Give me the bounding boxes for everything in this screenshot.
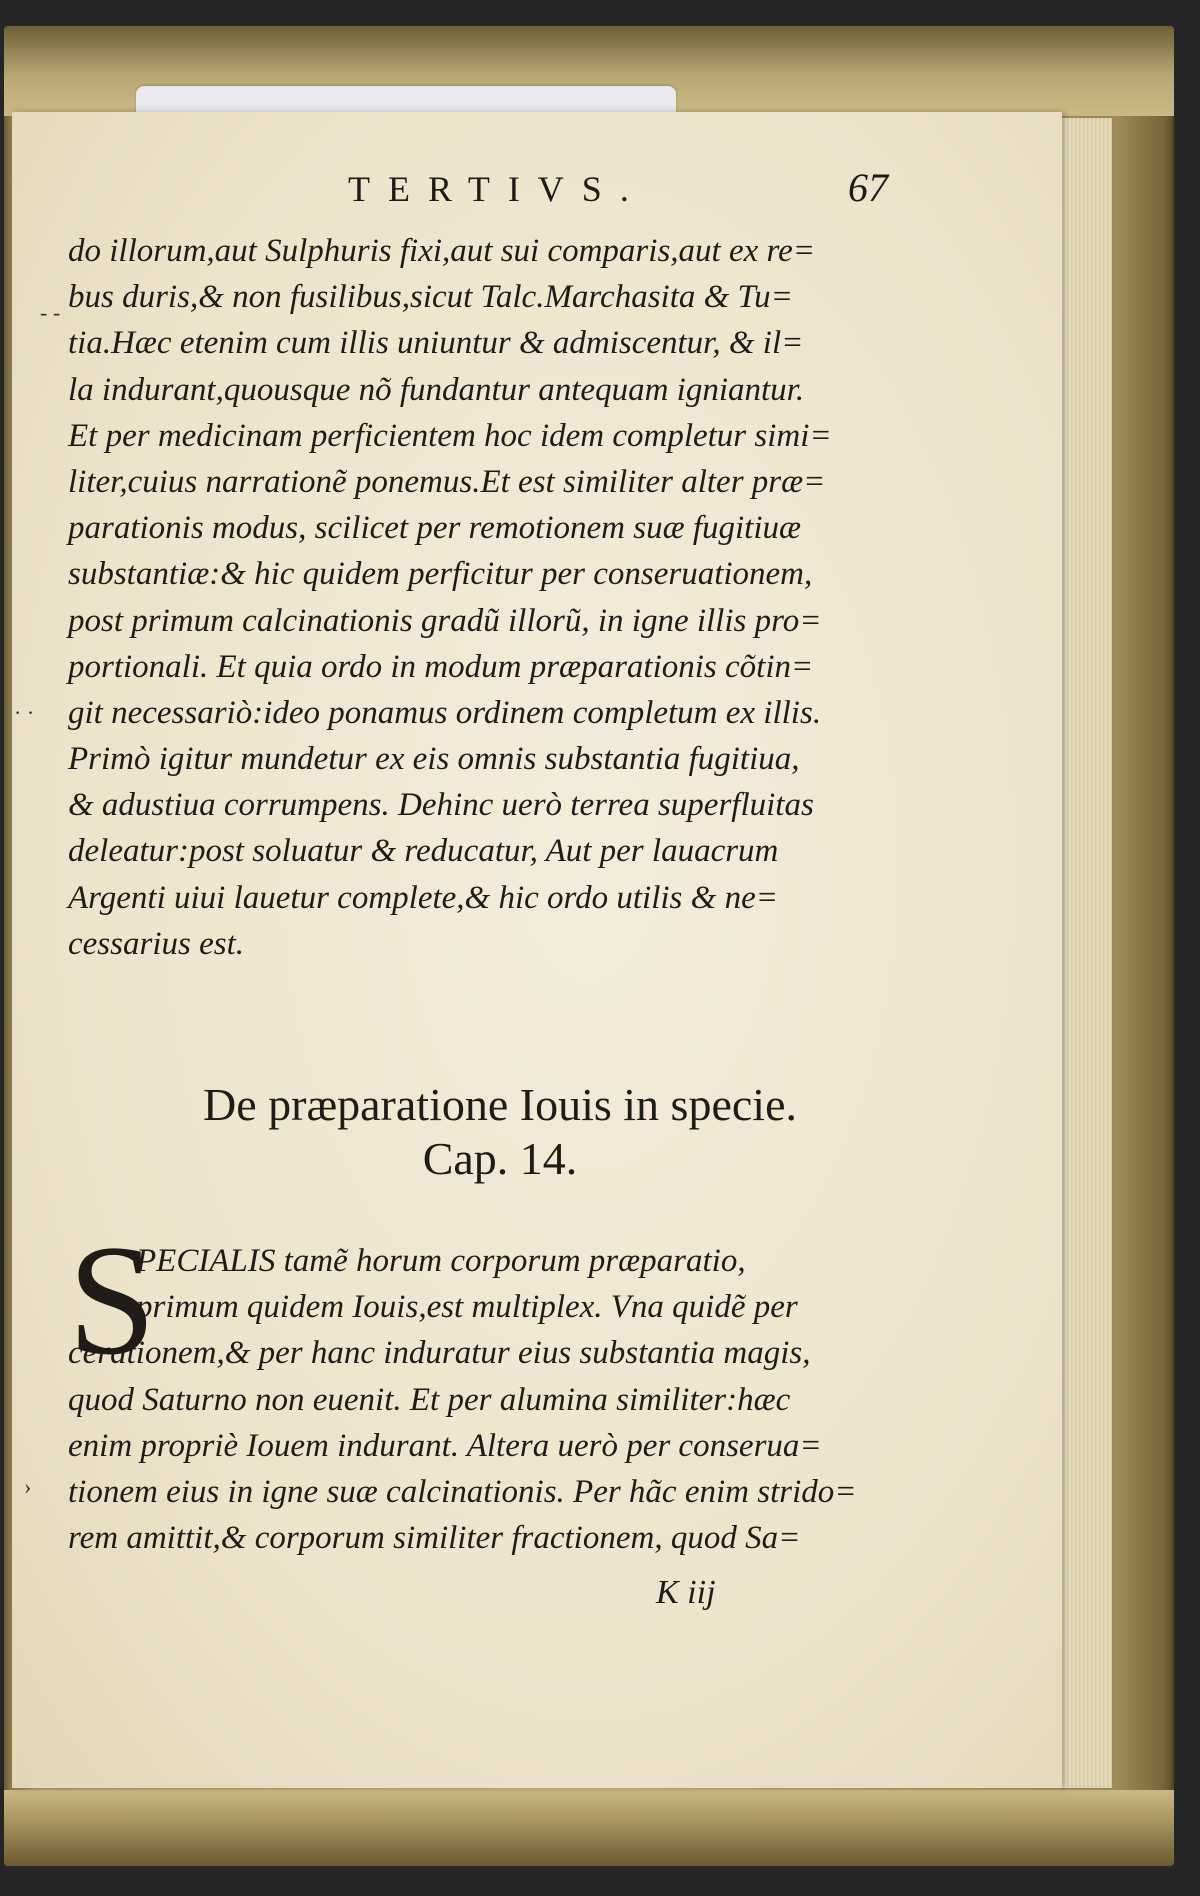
drop-cap: S <box>68 1213 156 1388</box>
margin-mark: · · <box>14 700 35 725</box>
text-line: primum quidem Iouis,est multiplex. Vna quidẽ per <box>136 1289 798 1326</box>
running-head: TERTIVS. <box>348 169 647 209</box>
text-line: Argenti uiui lauetur complete,& hic ordo utilis & ne= <box>68 879 778 916</box>
body-text-top <box>68 228 930 967</box>
text-line: Et per medicinam perficientem hoc idem completur simi= <box>68 417 832 454</box>
text-line: git necessariò:ideo ponamus ordinem completum ex illis. <box>68 694 822 731</box>
text-line: quod Saturno non euenit. Et per alumina similiter:hæc <box>68 1381 791 1418</box>
text-line: tionem eius in igne suæ calcinationis. Per hãc enim strido= <box>68 1473 857 1510</box>
margin-mark: - - <box>40 300 61 325</box>
text-line: Primò igitur mundetur ex eis omnis substantia fugitiua, <box>68 741 800 778</box>
text-line: enim propriè Iouem indurant. Altera uerò per conserua= <box>68 1427 822 1464</box>
signature-mark: K iij <box>656 1574 716 1611</box>
text-line: cerationem,& per hanc induratur eius substantia magis, <box>68 1335 811 1372</box>
text-line: rem amittit,& corporum similiter fractionem, quod Sa= <box>68 1520 801 1557</box>
text-line: la indurant,quousque nõ fundantur antequam igniantur. <box>68 371 805 408</box>
text-line: parationis modus, scilicet per remotionem suæ fugitiuæ <box>68 510 802 547</box>
chapter-number: Cap. 14. <box>422 1133 578 1184</box>
text-line: tia.Hæc etenim cum illis uniuntur & admiscentur, & il= <box>68 325 804 362</box>
text-line: portionali. Et quia ordo in modum præparationis cõtin= <box>68 648 814 685</box>
text-line: post primum calcinationis gradũ illorũ, in igne illis pro= <box>68 602 822 639</box>
text-line: & adustiua corrumpens. Dehinc uerò terrea superfluitas <box>68 787 814 824</box>
page-fore-edge <box>1062 118 1112 1788</box>
text-line: liter,cuius narrationẽ ponemus.Et est similiter alter præ= <box>68 463 826 500</box>
text-line: cessarius est. <box>68 925 244 962</box>
binding-bottom-edge <box>4 1790 1174 1866</box>
chapter-title: De præparatione Iouis in specie. <box>203 1079 797 1130</box>
body-text-bottom <box>68 1238 930 1561</box>
text-line: substantiæ:& hic quidem perficitur per conseruationem, <box>68 556 813 593</box>
margin-mark: › <box>24 1474 32 1499</box>
page-number: 67 <box>848 165 888 210</box>
text-line: do illorum,aut Sulphuris fixi,aut sui comparis,aut ex re= <box>68 233 816 269</box>
text-line: PECIALIS tamẽ horum corporum præparatio, <box>136 1243 746 1279</box>
text-line: bus duris,& non fusilibus,sicut Talc.Marchasita & Tu= <box>68 279 793 316</box>
text-line: deleatur:post soluatur & reducatur, Aut per lauacrum <box>68 833 779 870</box>
